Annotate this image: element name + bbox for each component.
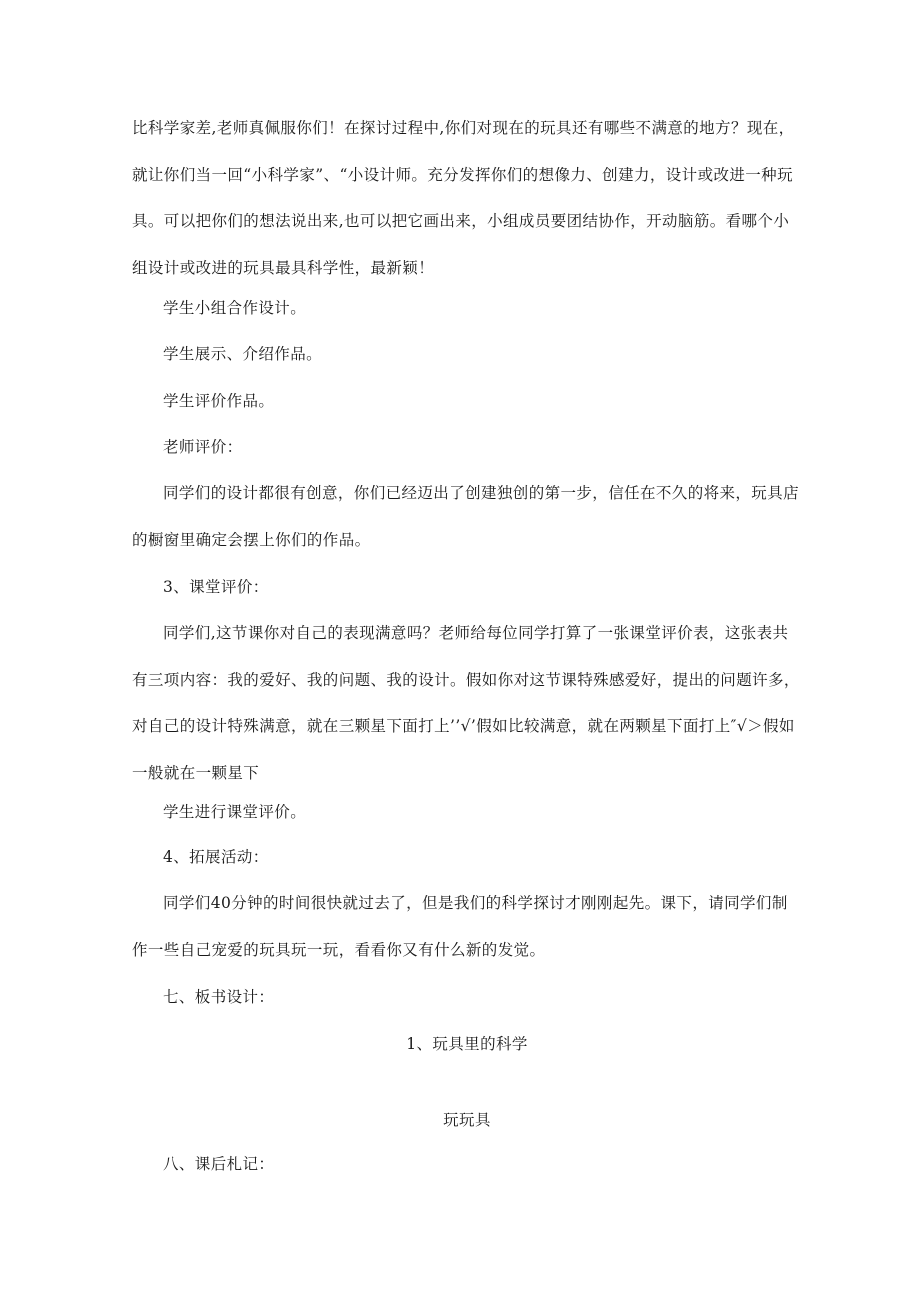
paragraph-intro: 比科学家差,老师真佩服你们！在探讨过程中,你们对现在的玩具还有哪些不满意的地方？现在，就让你们当一回“小科学家”、“小设计师。充分发挥你们的想像力、创建力，设计或改进一种玩具。可以把你们的想法说出来,也可以把它画出来，小组成员要团结协作，开动脑筋。看哪个小组设计或改进的玩具最具科学性，最新颖！ (132, 119, 795, 277)
paragraph-extension-body: 同学们40分钟的时间很快就过去了，但是我们的科学探讨才刚刚起先。课下，请同学们制作一些自己宠爱的玩具玩一玩，看看你又有什么新的发觉。 (132, 894, 788, 959)
paragraph-present-work: 学生展示、介绍作品。 (163, 345, 323, 363)
paragraph-teacher-evaluate-heading: 老师评价： (163, 438, 243, 456)
board-title: 1、玩具里的科学 (406, 1035, 528, 1053)
board-subtitle: 玩玩具 (443, 1111, 491, 1129)
paragraph-student-evaluate: 学生评价作品。 (163, 392, 275, 410)
section-heading-after-class-notes: 八、课后札记： (163, 1155, 275, 1173)
section-heading-class-evaluation: 3、课堂评价： (163, 578, 269, 596)
section-heading-extension: 4、拓展活动： (163, 848, 269, 866)
paragraph-student-class-evaluation: 学生进行课堂评价。 (163, 803, 307, 821)
paragraph-teacher-evaluate-body: 同学们的设计都很有创意，你们已经迈出了创建独创的第一步，信任在不久的将来，玩具店的橱窗里确定会摆上你们的作品。 (132, 484, 800, 549)
section-heading-board-design: 七、板书设计： (163, 988, 275, 1006)
paragraph-class-evaluation-body: 同学们,这节课你对自己的表现满意吗？老师给每位同学打算了一张课堂评价表，这张表共有三项内容：我的爱好、我的问题、我的设计。假如你对这节课特殊感爱好，提出的问题许多，对自己的设计特殊满意，就在三颗星下面打上’’√’假如比较满意，就在两颗星下面打上″√＞假如一般就在一颗星下 (132, 624, 800, 782)
paragraph-group-design: 学生小组合作设计。 (163, 299, 307, 317)
